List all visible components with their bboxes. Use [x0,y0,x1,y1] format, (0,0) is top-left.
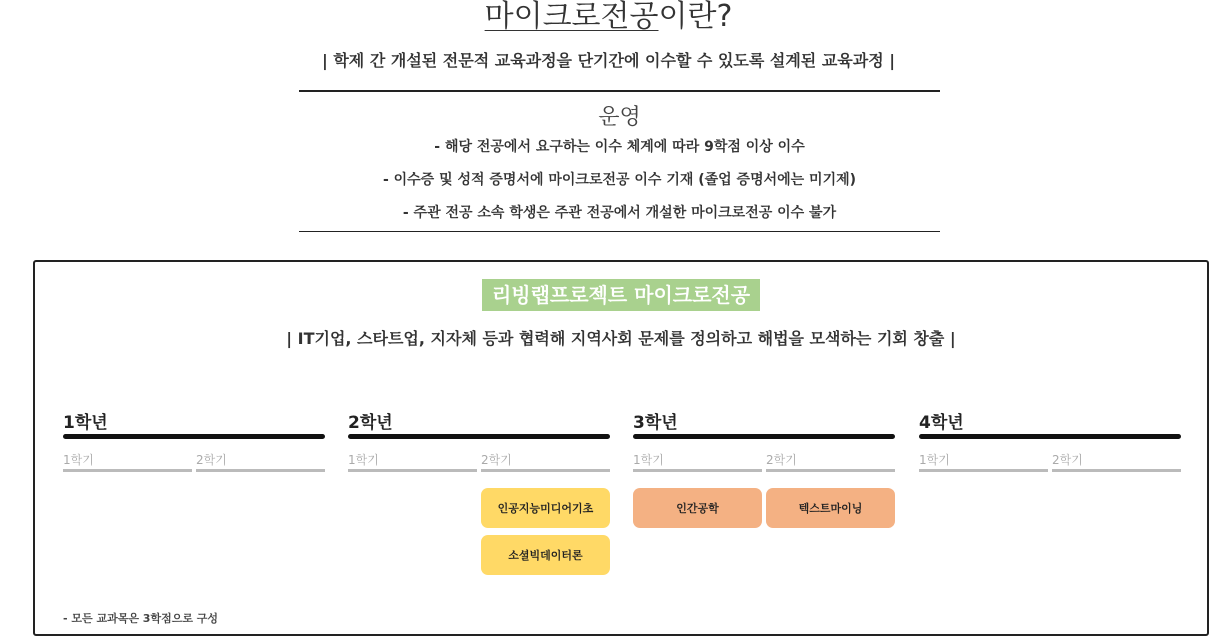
year-column-1 [63,408,325,475]
semester-label: 1학기 [919,453,950,467]
semester-1 [63,451,192,472]
year-bar [348,434,610,439]
semester-1 [919,451,1048,472]
operation-line-2: - 이수증 및 성적 증명서에 마이크로전공 이수 기재 (졸업 증명서에는 미기제) [382,172,857,188]
semester-2 [1052,451,1181,472]
course-card-text-mining: 텍스트마이닝 [766,488,895,528]
year-label: 4학년 [919,413,964,433]
semester-label: 2학기 [766,453,797,467]
operation-line-3: - 주관 전공 소속 학생은 주관 전공에서 개설한 마이크로전공 이수 불가 [402,205,837,221]
semester-bar [481,469,610,472]
year-bar [633,434,895,439]
page-title-underlined: 마이크로전공 [484,0,659,34]
semester-bar [196,469,325,472]
year-column-4 [919,408,1181,475]
year-bar [63,434,325,439]
year-bar [919,434,1181,439]
micro-major-card [33,260,1209,636]
credit-note: - 모든 교과목은 3학점으로 구성 [63,612,219,625]
semester-label: 2학기 [1052,453,1083,467]
micro-major-description: | IT기업, 스타트업, 지자체 등과 협력해 지역사회 문제를 정의하고 해법을 모색하는 기회 창출 | [286,329,956,348]
page-title-rest: 이란? [658,0,733,34]
semester-bar [348,469,477,472]
page-subtitle: | 학제 간 개설된 전문적 교육과정을 단기간에 이수할 수 있도록 설계된 교육과정 | [321,51,896,70]
semester-1 [633,451,762,472]
semester-label: 1학기 [348,453,379,467]
semester-bar [633,469,762,472]
micro-major-badge: 리빙랩프로젝트 마이크로전공 [482,279,760,311]
year-label: 3학년 [633,413,678,433]
operation-line-1: - 해당 전공에서 요구하는 이수 체계에 따라 9학점 이상 이수 [434,139,805,155]
year-column-3 [633,408,895,475]
semester-label: 2학기 [196,453,227,467]
year-label: 2학년 [348,413,393,433]
semester-bar [919,469,1048,472]
semester-label: 1학기 [633,453,664,467]
year-column-2 [348,408,610,475]
semester-label: 1학기 [63,453,94,467]
operation-title: 운영 [598,105,641,130]
semester-2 [766,451,895,472]
course-card-social-bigdata: 소셜빅데이터론 [481,535,610,575]
semester-bar [766,469,895,472]
semester-bar [1052,469,1181,472]
year-label: 1학년 [63,413,108,433]
semester-2 [196,451,325,472]
operation-section [299,90,940,232]
course-card-human-engineering: 인간공학 [633,488,762,528]
semester-1 [348,451,477,472]
page-title [0,0,1217,34]
semester-bar [63,469,192,472]
semester-2 [481,451,610,472]
course-card-ai-media: 인공지능미디어기초 [481,488,610,528]
semester-label: 2학기 [481,453,512,467]
